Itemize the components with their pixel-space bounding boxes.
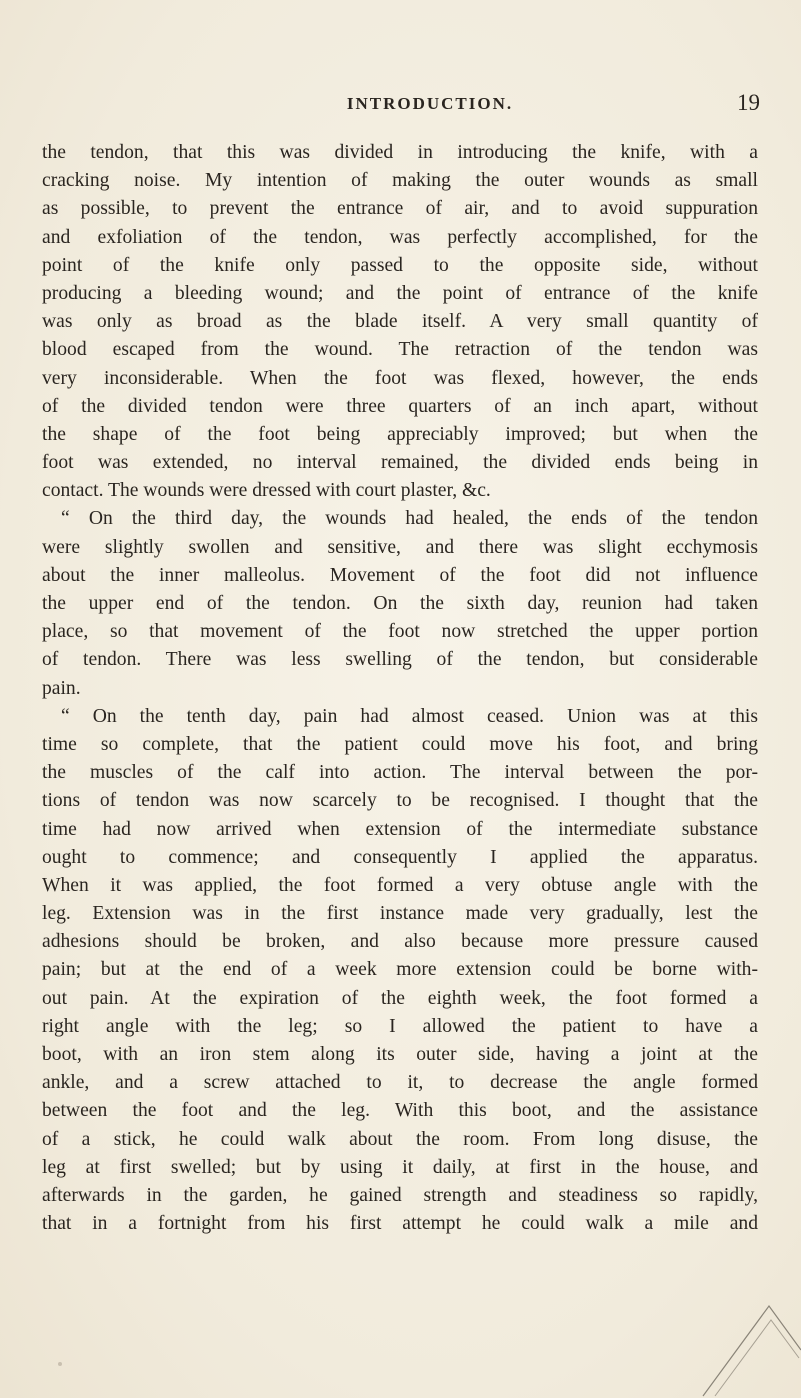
speck-mark xyxy=(58,1362,62,1366)
text-line: was only as broad as the blade itself. A very small quantity of xyxy=(42,311,758,333)
text-line: of tendon. There was less swelling of the tendon, but considerable xyxy=(42,649,758,671)
text-line: of a stick, he could walk about the room. From long disuse, the xyxy=(42,1128,758,1150)
text-line: ought to commence; and consequently I applied the apparatus. xyxy=(42,846,758,868)
text-line: boot, with an iron stem along its outer side, having a joint at the xyxy=(42,1044,758,1065)
body-text xyxy=(42,139,758,1238)
text-line: very inconsiderable. When the foot was flexed, however, the ends xyxy=(42,367,758,389)
text-line: that in a fortnight from his first attempt he could walk a mile and xyxy=(42,1213,758,1235)
text-line: out pain. At the expiration of the eighth week, the foot formed a xyxy=(42,987,758,1009)
running-head xyxy=(40,92,760,120)
text-line: were slightly swollen and sensitive, and there was slight ecchymosis xyxy=(42,536,758,558)
text-line: adhesions should be broken, and also because more pressure caused xyxy=(42,931,758,953)
text-line: between the foot and the leg. With this boot, and the assistance xyxy=(42,1100,758,1122)
text-line: producing a bleeding wound; and the point of entrance of the knife xyxy=(42,282,758,304)
text-line: leg. Extension was in the first instance made very gradually, lest the xyxy=(42,903,758,925)
text-line: point of the knife only passed to the opposite side, without xyxy=(42,254,758,276)
text-line: tions of tendon was now scarcely to be recognised. I thought that the xyxy=(42,790,758,812)
page-number: 19 xyxy=(737,90,760,115)
text-line: “ On the third day, the wounds had healed, the ends of the tendon xyxy=(61,508,758,530)
text-line: pain; but at the end of a week more extension could be borne with- xyxy=(42,959,758,981)
text-line: time had now arrived when extension of the intermediate substance xyxy=(42,818,758,840)
text-line: the muscles of the calf into action. The interval between the por- xyxy=(42,762,758,784)
text-line: the shape of the foot being appreciably improved; but when the xyxy=(42,423,758,445)
text-line: When it was applied, the foot formed a very obtuse angle with the xyxy=(42,874,758,896)
text-line: “ On the tenth day, pain had almost ceased. Union was at this xyxy=(61,705,758,727)
text-line: as possible, to prevent the entrance of air, and to avoid suppuration xyxy=(42,198,758,220)
text-line: of the divided tendon were three quarters of an inch apart, without xyxy=(42,395,758,417)
text-line: pain. xyxy=(42,677,81,699)
text-line: contact. The wounds were dressed with court plaster, &c. xyxy=(42,480,491,502)
text-line: right angle with the leg; so I allowed the patient to have a xyxy=(42,1015,758,1037)
text-line: the upper end of the tendon. On the sixth day, reunion had taken xyxy=(42,593,758,614)
page-corner-mark-icon xyxy=(681,1288,801,1398)
text-line: ankle, and a screw attached to it, to decrease the angle formed xyxy=(42,1072,758,1094)
text-line: place, so that movement of the foot now stretched the upper portion xyxy=(42,621,758,643)
running-title: INTRODUCTION. xyxy=(346,94,514,113)
text-line: leg at first swelled; but by using it daily, at first in the house, and xyxy=(42,1156,758,1178)
text-line: cracking noise. My intention of making the outer wounds as small xyxy=(42,170,758,192)
text-line: blood escaped from the wound. The retraction of the tendon was xyxy=(42,339,758,361)
text-line: afterwards in the garden, he gained strength and steadiness so rapidly, xyxy=(42,1184,758,1206)
text-line: the tendon, that this was divided in introducing the knife, with a xyxy=(42,142,758,163)
text-line: about the inner malleolus. Movement of the foot did not influence xyxy=(42,564,758,586)
text-line: and exfoliation of the tendon, was perfectly accomplished, for the xyxy=(42,226,758,248)
text-line: foot was extended, no interval remained, the divided ends being in xyxy=(42,452,758,474)
text-line: time so complete, that the patient could move his foot, and bring xyxy=(42,733,758,755)
